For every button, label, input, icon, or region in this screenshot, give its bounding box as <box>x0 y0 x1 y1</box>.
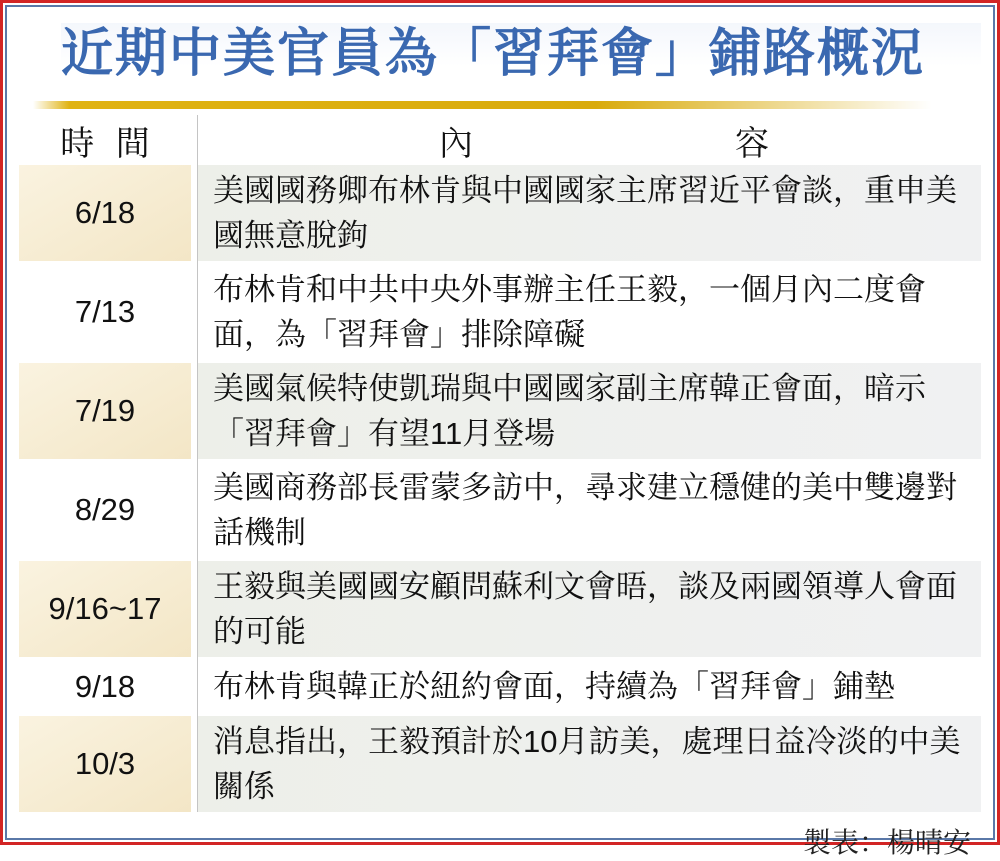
row-time: 7/19 <box>19 363 191 459</box>
row-time: 9/18 <box>19 660 191 713</box>
table-row <box>19 264 981 360</box>
table-header-row <box>19 115 981 165</box>
table-row <box>19 561 981 657</box>
table-row <box>19 363 981 459</box>
table-row <box>19 660 981 713</box>
column-header-content-char2: 容 <box>735 124 769 163</box>
gold-divider-bar <box>33 101 941 109</box>
row-time: 10/3 <box>19 716 191 812</box>
summary-table <box>19 115 981 812</box>
row-time: 8/29 <box>19 462 191 558</box>
column-header-content-char1: 內 <box>439 124 473 163</box>
column-divider-line <box>197 115 198 812</box>
page-title: 近期中美官員為「習拜會」鋪路概況 <box>61 23 981 85</box>
row-time: 9/16~17 <box>19 561 191 657</box>
row-time: 6/18 <box>19 165 191 261</box>
row-content: 布林肯與韓正於紐約會面，持續為「習拜會」鋪墊 <box>197 660 981 713</box>
table-row <box>19 462 981 558</box>
row-content: 美國商務部長雷蒙多訪中，尋求建立穩健的美中雙邊對話機制 <box>197 462 981 558</box>
row-content: 消息指出，王毅預計於10月訪美，處理日益冷淡的中美關係 <box>197 716 981 812</box>
column-header-time: 時 間 <box>60 124 156 163</box>
row-content: 美國國務卿布林肯與中國國家主席習近平會談，重申美國無意脫鉤 <box>197 165 981 261</box>
table-row <box>19 165 981 261</box>
table-row <box>19 716 981 812</box>
row-time: 7/13 <box>19 264 191 360</box>
inner-blue-frame <box>5 5 995 858</box>
row-content: 王毅與美國國安顧問蘇利文會晤，談及兩國領導人會面的可能 <box>197 561 981 657</box>
row-content: 美國氣候特使凱瑞與中國國家副主席韓正會面，暗示「習拜會」有望11月登場 <box>197 363 981 459</box>
credit-byline: 製表：楊晴安 <box>802 827 971 858</box>
row-content: 布林肯和中共中央外事辦主任王毅，一個月內二度會面，為「習拜會」排除障礙 <box>197 264 981 360</box>
column-header-content <box>197 116 981 165</box>
